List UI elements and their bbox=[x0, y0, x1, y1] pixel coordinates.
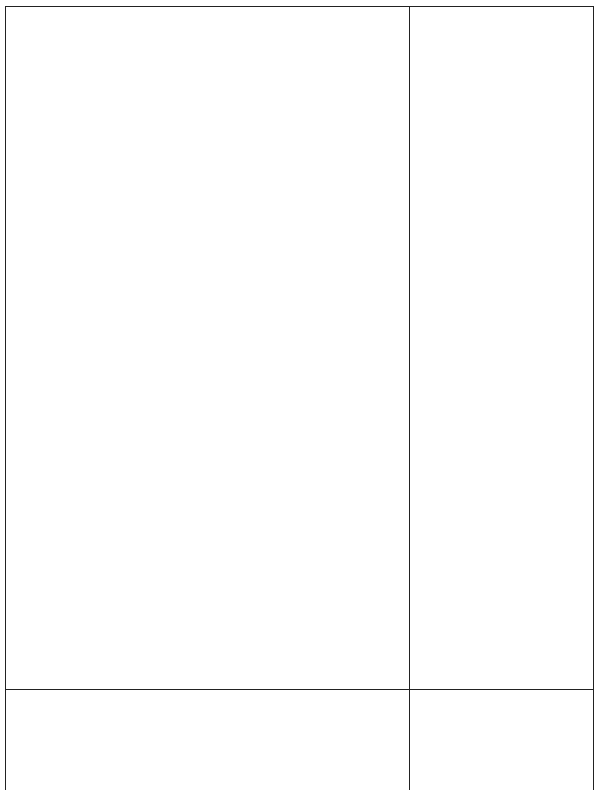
table-border-right bbox=[593, 6, 594, 690]
table-border-mid bbox=[5, 689, 594, 690]
table-border-left bbox=[5, 6, 6, 690]
table-border-lower-right bbox=[593, 689, 594, 790]
table-divider-lower bbox=[409, 689, 410, 790]
table-border-lower-left bbox=[5, 689, 6, 790]
table-divider bbox=[409, 6, 410, 690]
table-border-top bbox=[5, 6, 594, 7]
